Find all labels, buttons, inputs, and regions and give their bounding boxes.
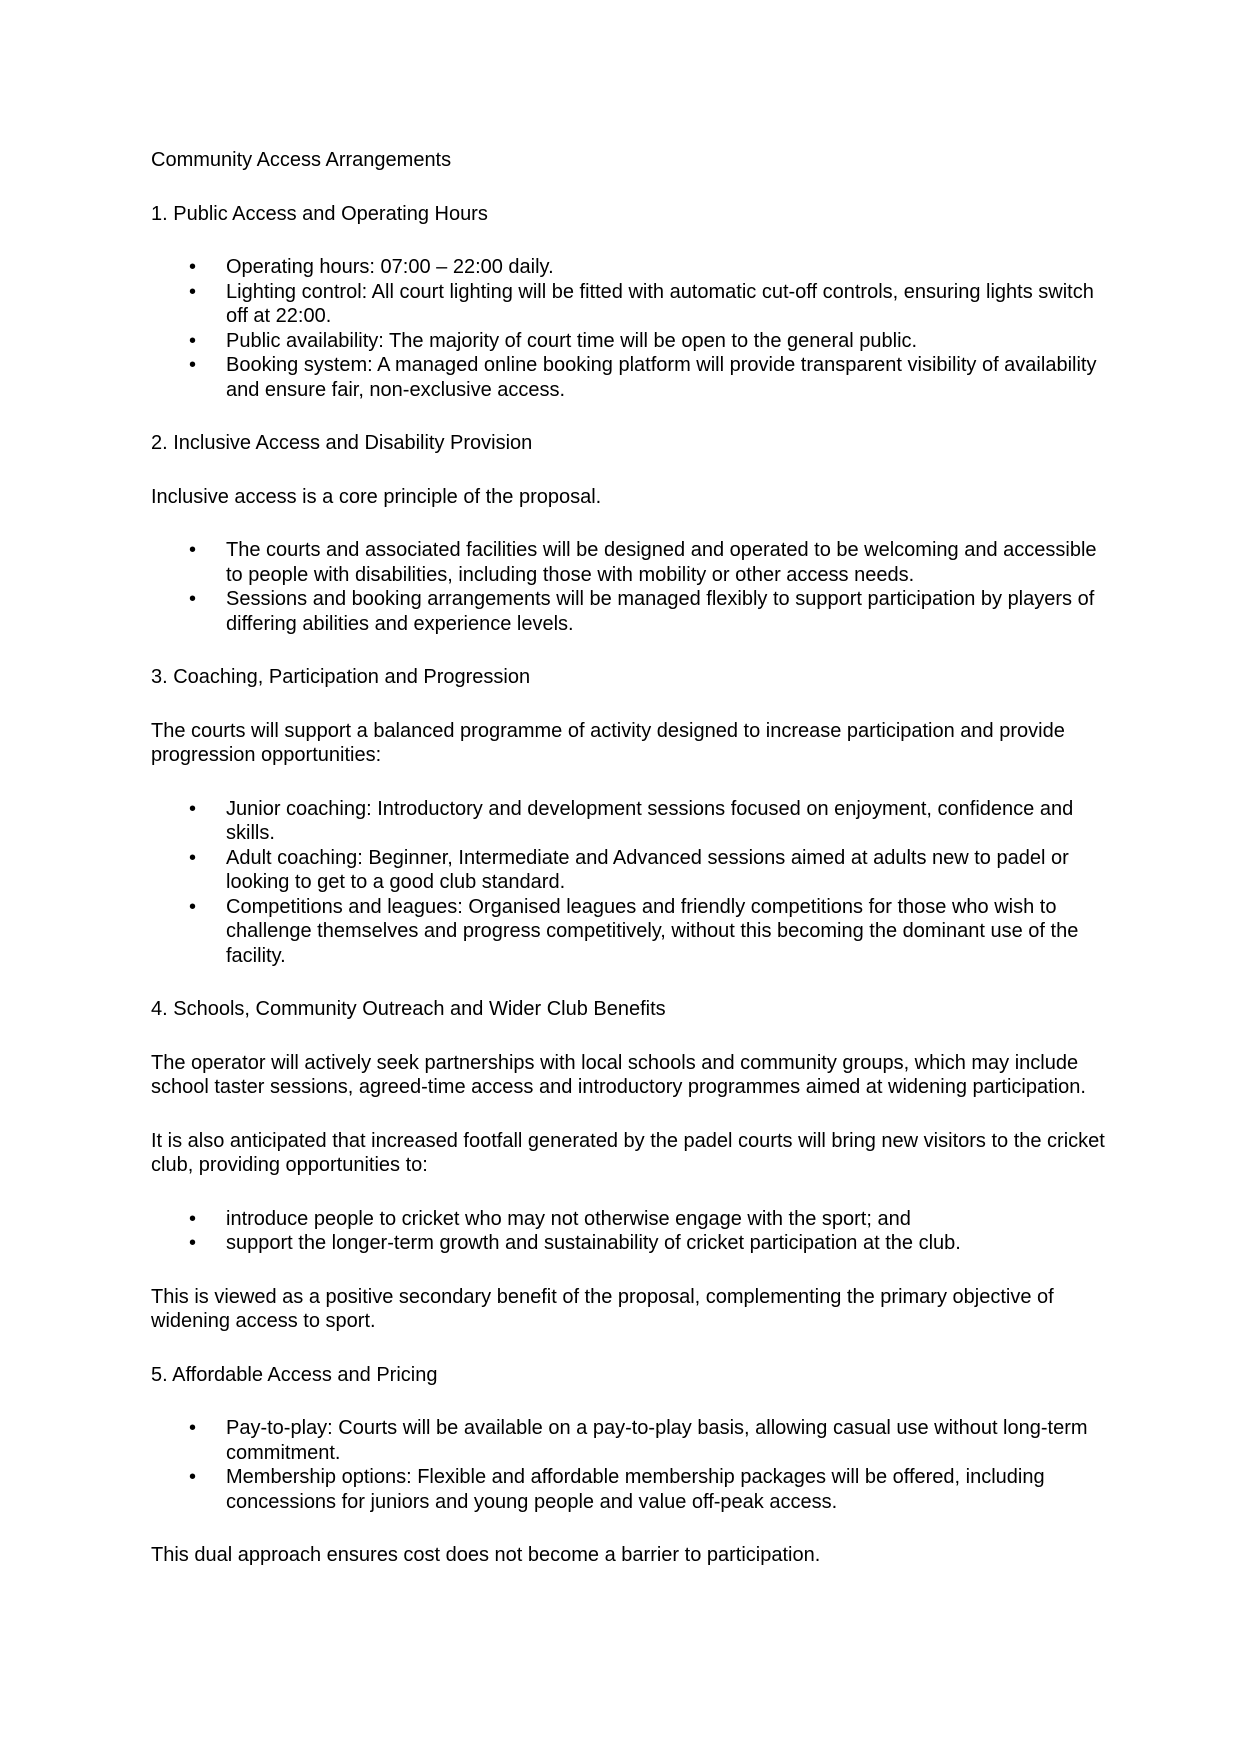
section-2-intro: Inclusive access is a core principle of the proposal. (151, 485, 602, 508)
list-item: • Membership options: Flexible and affordable membership packages will be offered, including concessions for juniors and young people and value off-peak access. (151, 1465, 1111, 1514)
list-item: • Pay-to-play: Courts will be available on a pay-to-play basis, allowing casual use without long-term commitment. (151, 1416, 1111, 1465)
section-2-bullet-list (151, 538, 1111, 636)
section-4-closing: This is viewed as a positive secondary benefit of the proposal, complementing the primary objective of widening access to sport. (151, 1285, 1054, 1332)
section-3-intro: The courts will support a balanced programme of activity designed to increase participation and provide progression opportunities: (151, 719, 1065, 766)
section-5-heading: 5. Affordable Access and Pricing (151, 1363, 438, 1386)
section-3-heading: 3. Coaching, Participation and Progression (151, 666, 531, 688)
list-item: • The courts and associated facilities will be designed and operated to be welcoming and accessible to people with disabilities, including those with mobility or other access needs. (151, 538, 1111, 587)
document-page (151, 148, 1111, 1597)
section-1-bullet-list (151, 255, 1111, 402)
section-5-closing: This dual approach ensures cost does not become a barrier to participation. (151, 1544, 821, 1566)
section-4-paragraph-2: It is also anticipated that increased footfall generated by the padel courts will bring new visitors to the cricket club, providing opportunities to: (151, 1129, 1105, 1176)
section-4-heading: 4. Schools, Community Outreach and Wider Club Benefits (151, 998, 666, 1020)
list-item: • Competitions and leagues: Organised leagues and friendly competitions for those who wish to challenge themselves and progress competitively, without this becoming the dominant use of the facility. (151, 895, 1111, 969)
list-item: • Operating hours: 07:00 – 22:00 daily. (151, 255, 1111, 280)
list-item: • introduce people to cricket who may not otherwise engage with the sport; and (151, 1207, 1111, 1232)
section-1-heading: 1. Public Access and Operating Hours (151, 202, 488, 225)
list-item: • support the longer-term growth and sustainability of cricket participation at the club. (151, 1231, 1111, 1256)
section-4-paragraph-1: The operator will actively seek partnerships with local schools and community groups, which may include school taster sessions, agreed-time access and introductory programmes aimed at widening participation. (151, 1051, 1086, 1098)
document-title: Community Access Arrangements (151, 149, 452, 171)
list-item: • Adult coaching: Beginner, Intermediate and Advanced sessions aimed at adults new to padel or looking to get to a good club standard. (151, 846, 1111, 895)
section-4-bullet-list (151, 1207, 1111, 1256)
list-item: • Lighting control: All court lighting will be fitted with automatic cut-off controls, ensuring lights switch off at 22:00. (151, 280, 1111, 329)
list-item: • Sessions and booking arrangements will be managed flexibly to support participation by players of differing abilities and experience levels. (151, 587, 1111, 636)
list-item: • Public availability: The majority of court time will be open to the general public. (151, 329, 1111, 354)
section-3-bullet-list (151, 797, 1111, 969)
list-item: • Booking system: A managed online booking platform will provide transparent visibility of availability and ensure fair, non-exclusive access. (151, 353, 1111, 402)
list-item: • Junior coaching: Introductory and development sessions focused on enjoyment, confidence and skills. (151, 797, 1111, 846)
section-5-bullet-list (151, 1416, 1111, 1514)
section-2-heading: 2. Inclusive Access and Disability Provision (151, 432, 533, 454)
